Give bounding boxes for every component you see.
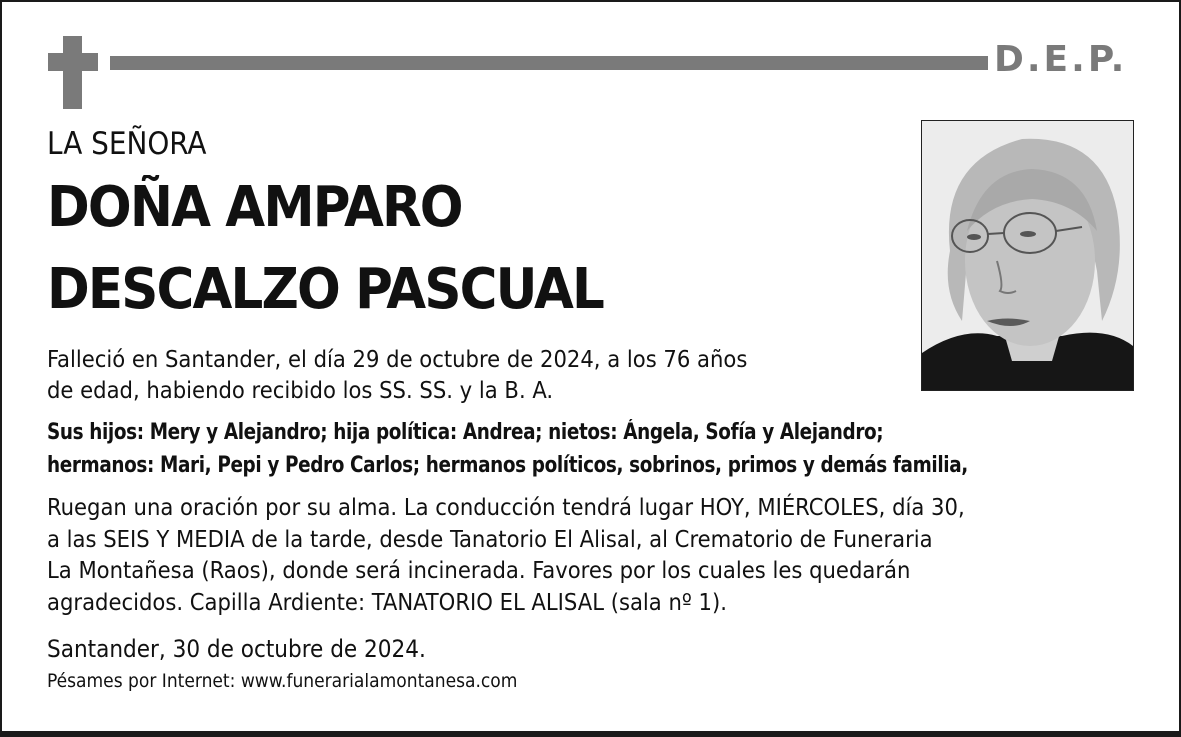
service-line: Ruegan una oración por su alma. La conducción tendrá lugar HOY, MIÉRCOLES, día 30, (47, 493, 965, 521)
place-date: Santander, 30 de octubre de 2024. (47, 635, 426, 663)
cross-icon-bar (48, 53, 98, 71)
condolences-link[interactable]: Pésames por Internet: www.funerarialamontanesa.com (47, 670, 518, 692)
portrait-image (922, 121, 1133, 390)
service-line: agradecidos. Capilla Ardiente: TANATORIO EL ALISAL (sala nº 1). (47, 587, 727, 616)
service-line: La Montañesa (Raos), donde será incinerada. Favores por los cuales les quedarán (47, 556, 911, 584)
dep-label: D.E.P. (994, 39, 1128, 80)
death-notice-line: de edad, habiendo recibido los SS. SS. y la B. A. (47, 376, 554, 404)
header-rule (110, 56, 988, 70)
service-line: a las SEIS Y MEDIA de la tarde, desde Tanatorio El Alisal, al Crematorio de Funeraria (47, 524, 933, 553)
intro-title: LA SEÑORA (47, 126, 207, 162)
portrait-photo (921, 120, 1134, 391)
family-line: Sus hijos: Mery y Alejandro; hija política: Andrea; nietos: Ángela, Sofía y Alejandro; (47, 420, 884, 445)
cross-icon (63, 36, 82, 109)
death-notice (47, 344, 747, 406)
death-notice-line: Falleció en Santander, el día 29 de octubre de 2024, a los 76 años (47, 345, 748, 373)
family-line: hermanos: Mari, Pepi y Pedro Carlos; hermanos políticos, sobrinos, primos y demás familia, (47, 453, 968, 478)
deceased-name-line-1: DOÑA AMPARO (47, 175, 462, 240)
deceased-name-line-2: DESCALZO PASCUAL (47, 257, 603, 322)
service-details (47, 492, 965, 618)
